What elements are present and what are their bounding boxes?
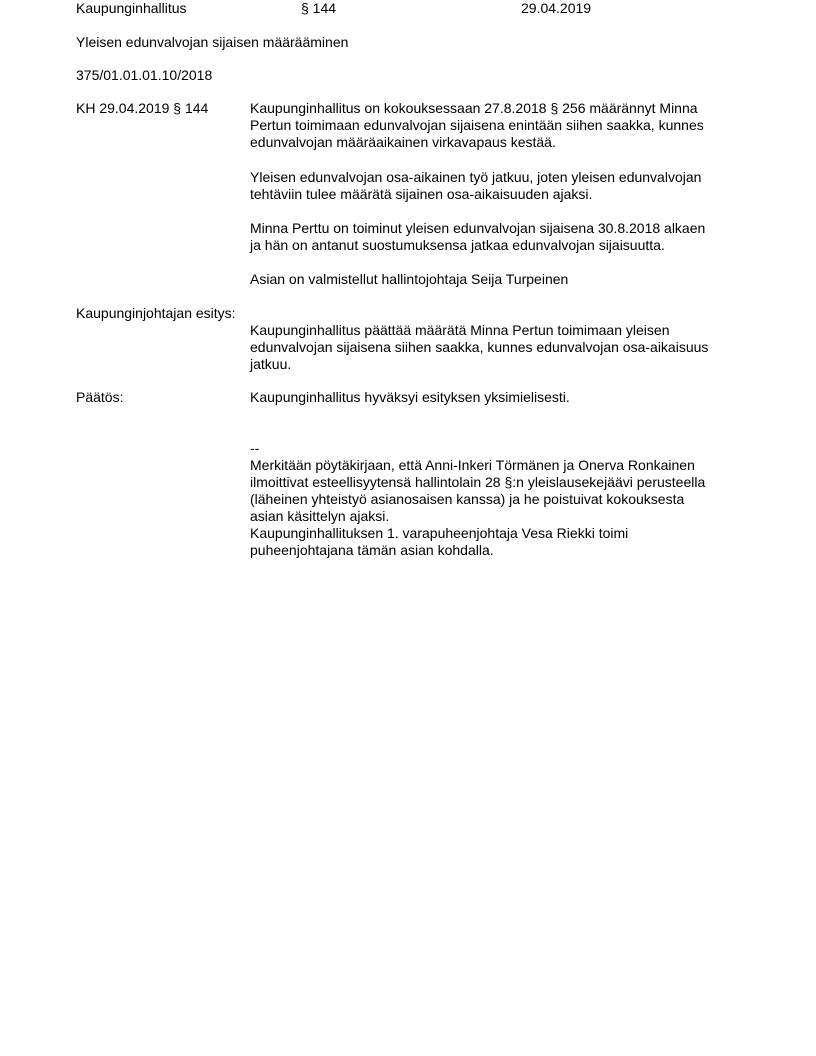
note-separator: -- xyxy=(250,440,260,456)
text-line: Kaupunginhallitus hyväksyi esityksen yksimielisesti. xyxy=(250,389,570,405)
header-section: § 144 xyxy=(301,0,337,16)
proposal-label: Kaupunginjohtajan esitys: xyxy=(76,305,236,321)
text-line: ilmoittivat esteellisyytensä hallintolain 28 §:n yleislausekejäävi perusteella xyxy=(250,474,706,490)
header-body: Kaupunginhallitus xyxy=(76,0,187,16)
text-line: tehtäviin tulee määrätä sijainen osa-aikaisuuden ajaksi. xyxy=(250,186,593,202)
kh-paragraph-1 xyxy=(250,100,704,151)
text-line: Asian on valmistellut hallintojohtaja Seija Turpeinen xyxy=(250,271,569,287)
text-line: ja hän on antanut suostumuksensa jatkaa edunvalvojan sijaisuutta. xyxy=(250,237,665,253)
text-line: Merkitään pöytäkirjaan, että Anni-Inkeri Törmänen ja Onerva Ronkainen xyxy=(250,457,695,473)
text-line: edunvalvojan määräaikainen virkavapaus kestää. xyxy=(250,134,556,150)
text-line: puheenjohtajana tämän asian kohdalla. xyxy=(250,542,494,558)
note-block xyxy=(250,440,705,559)
kh-paragraph-3 xyxy=(250,220,705,254)
text-line: Kaupunginhallitus on kokouksessaan 27.8.2018 § 256 määrännyt Minna xyxy=(250,100,698,116)
text-line: jatkuu. xyxy=(250,356,292,372)
kh-paragraph-2 xyxy=(250,169,701,203)
text-line: Kaupunginhallituksen 1. varapuheenjohtaja Vesa Riekki toimi xyxy=(250,525,629,541)
text-line: Pertun toimimaan edunvalvojan sijaisena enintään siihen saakka, kunnes xyxy=(250,117,704,133)
record-id: 375/01.01.01.10/2018 xyxy=(76,67,213,83)
text-line: Minna Perttu on toiminut yleisen edunvalvojan sijaisena 30.8.2018 alkaen xyxy=(250,220,706,236)
kh-paragraph-4 xyxy=(250,271,568,288)
text-line: edunvalvojan sijaisena siihen saakka, kunnes edunvalvojan osa-aikaisuus xyxy=(250,339,709,355)
text-line: Kaupunginhallitus päättää määrätä Minna Pertun toimimaan yleisen xyxy=(250,322,670,338)
kh-reference: KH 29.04.2019 § 144 xyxy=(76,100,209,116)
decision-text xyxy=(250,389,570,406)
document-title: Yleisen edunvalvojan sijaisen määrääminen xyxy=(76,34,349,50)
decision-label: Päätös: xyxy=(76,389,124,405)
text-line: Yleisen edunvalvojan osa-aikainen työ jatkuu, joten yleisen edunvalvojan xyxy=(250,169,702,185)
proposal-text xyxy=(250,322,708,373)
text-line: (läheinen yhteistyö asianosaisen kanssa) ja he poistuivat kokouksesta xyxy=(250,491,685,507)
header-date: 29.04.2019 xyxy=(521,0,592,16)
text-line: asian käsittelyn ajaksi. xyxy=(250,508,390,524)
